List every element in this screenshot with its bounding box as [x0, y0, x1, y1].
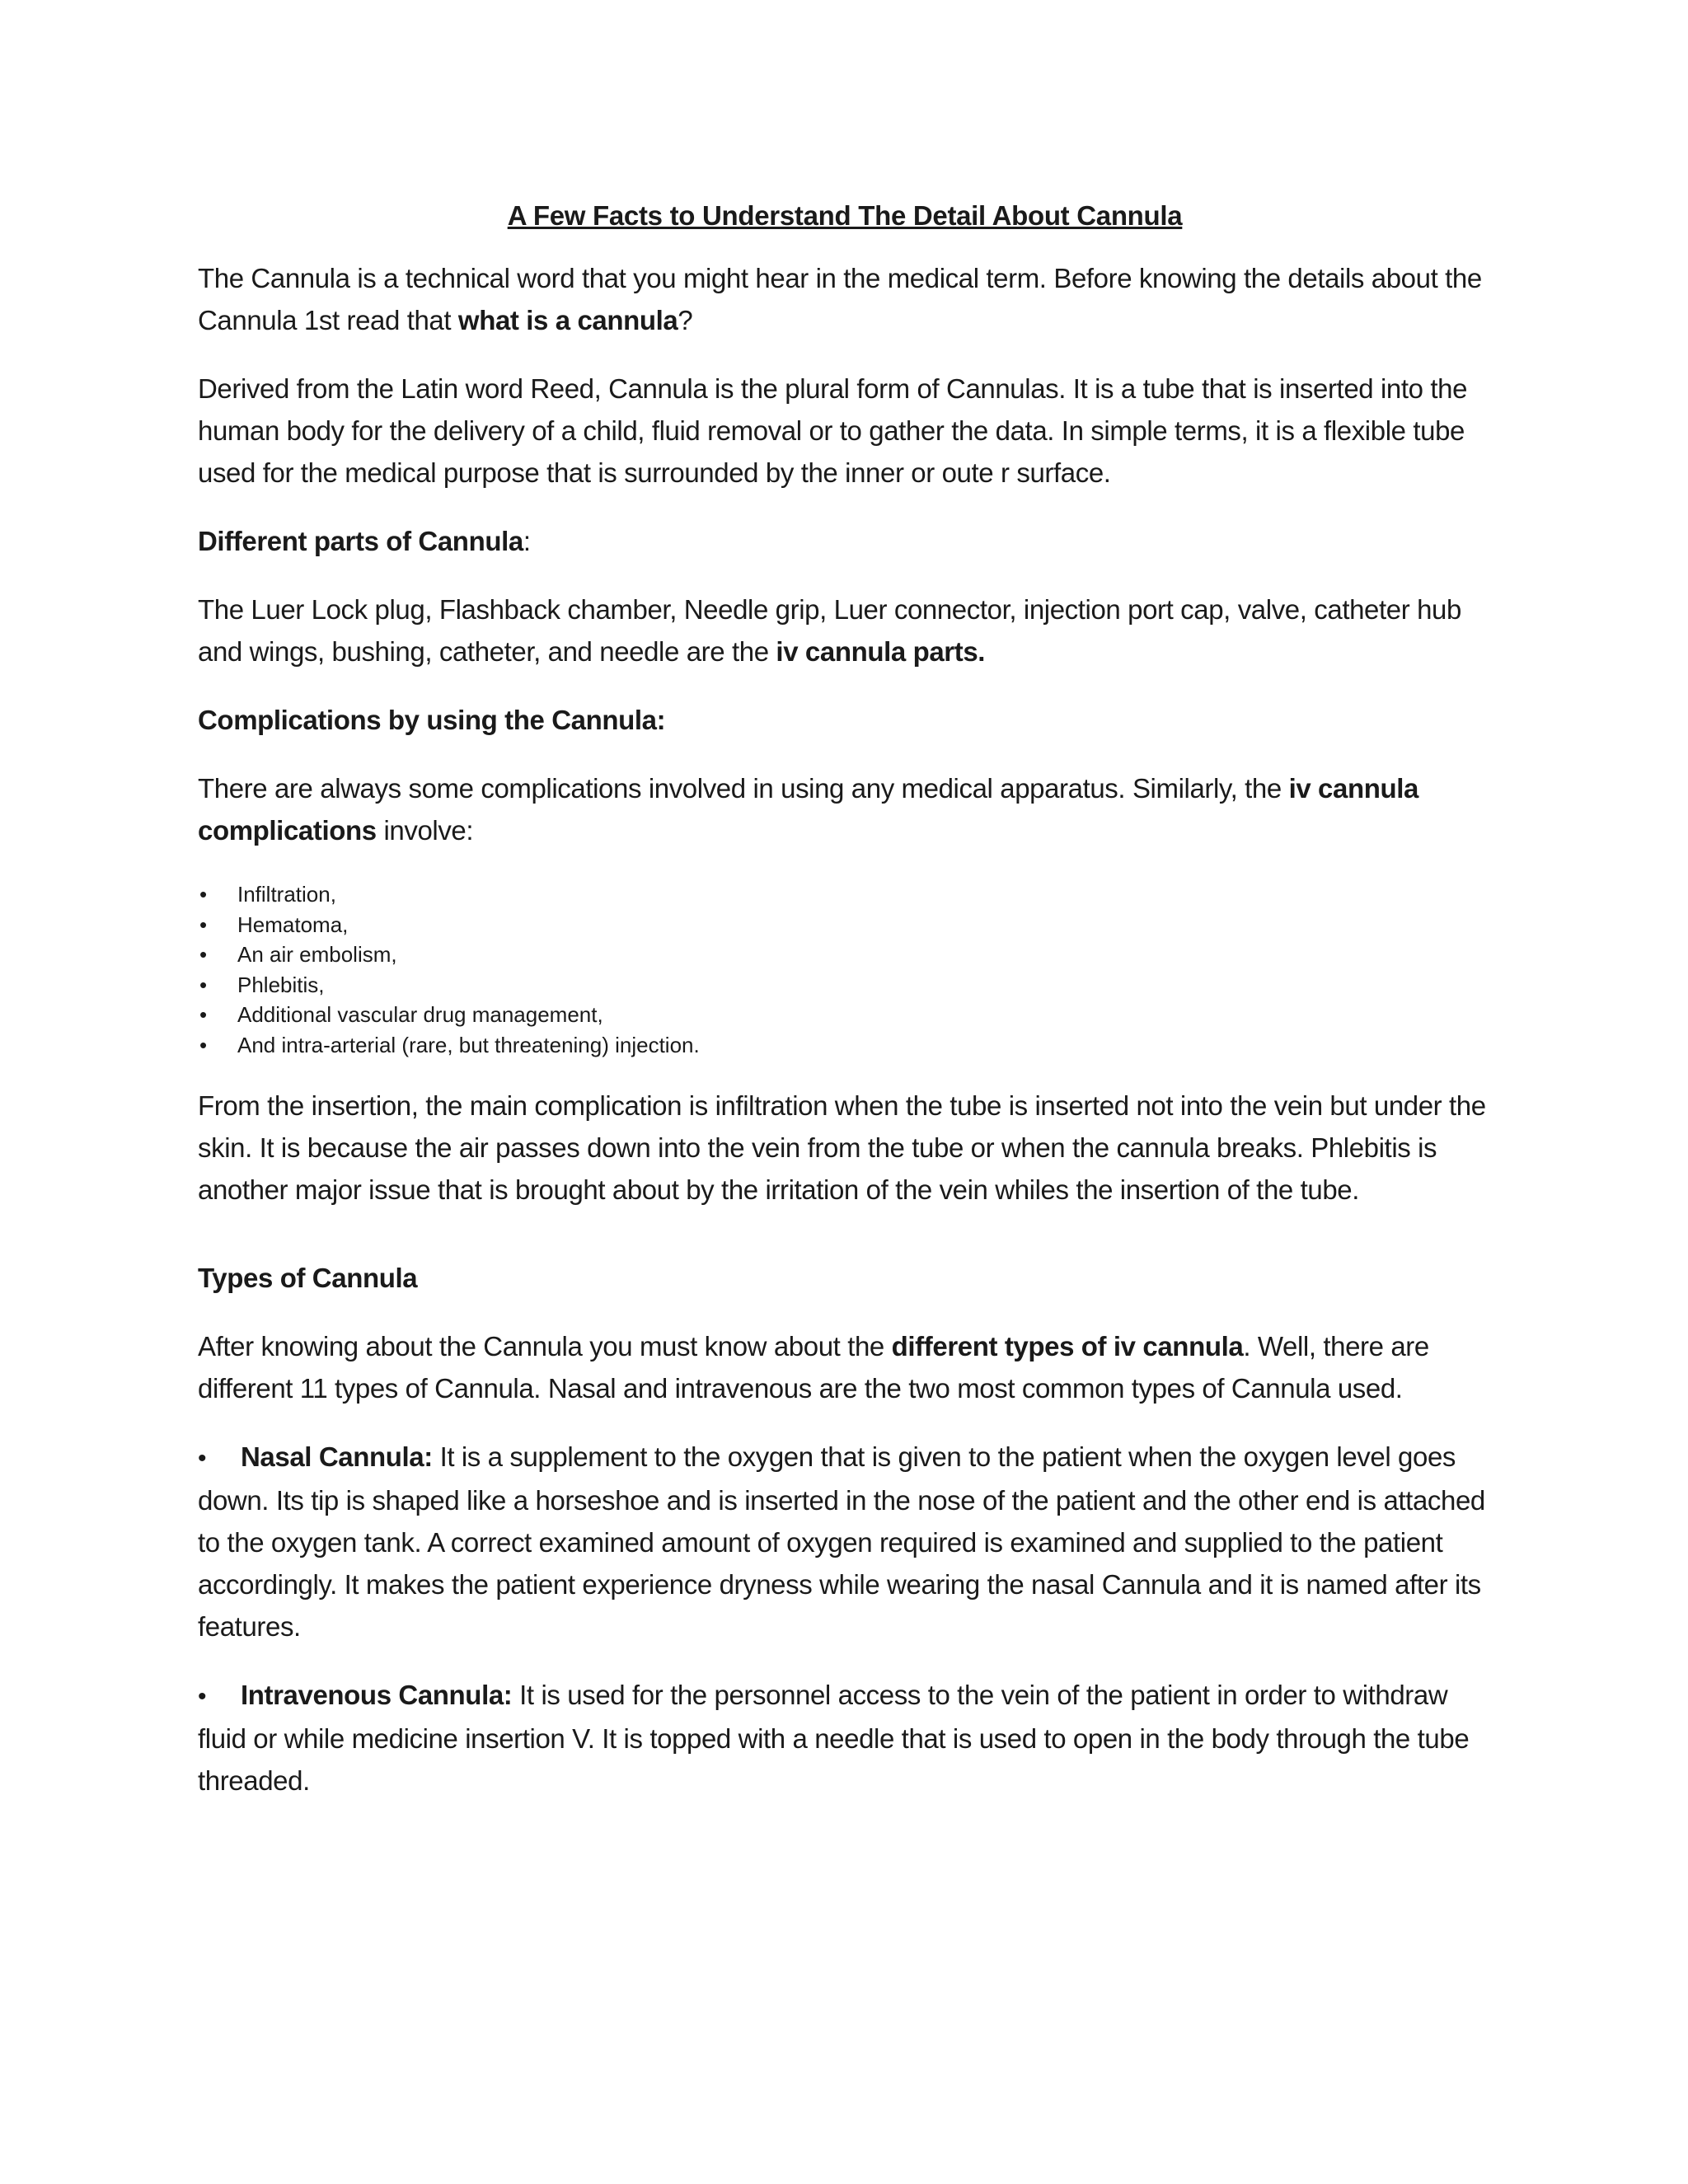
- intro-text: The Cannula is a technical word that you might hear in the medical term. Before knowing the details about the Cannula 1st read that: [198, 263, 1482, 335]
- bullet-icon: •: [199, 972, 208, 997]
- parts-heading-colon: :: [523, 526, 531, 556]
- list-item-text: Hematoma,: [237, 912, 349, 937]
- parts-paragraph: [198, 588, 1492, 673]
- bullet-icon: •: [199, 912, 208, 937]
- types-heading: Types of Cannula: [198, 1263, 418, 1293]
- list-item: [198, 940, 1492, 970]
- nasal-cannula-paragraph: [198, 1436, 1492, 1647]
- list-item-text: Infiltration,: [237, 882, 336, 907]
- complications-intro-paragraph: [198, 767, 1492, 851]
- complications-detail-paragraph: From the insertion, the main complication is infiltration when the tube is inserted not into the vein but under the skin. It is because the air passes down into the vein from the tube or when the cannula breaks. Phlebitis is another major issue that is brought about by the irritation of the vein whiles the insertion of the tube.: [198, 1090, 1486, 1205]
- list-item: [198, 1030, 1492, 1061]
- list-item-text: Additional vascular drug management,: [237, 1002, 603, 1027]
- nasal-cannula-label: Nasal Cannula:: [241, 1441, 433, 1472]
- complications-heading: Complications by using the Cannula:: [198, 705, 666, 735]
- intravenous-cannula-text: It is used for the personnel access to the vein of the patient in order to withdraw fluid or while medicine insertion V. It is topped with a needle that is used to open in the body through the tube threaded.: [198, 1680, 1470, 1796]
- complications-list: [198, 879, 1492, 1060]
- bullet-icon: •: [198, 1683, 207, 1710]
- complications-intro-text: There are always some complications involved in using any medical apparatus. Similarly, the: [198, 773, 1289, 804]
- page-title: A Few Facts to Understand The Detail About Cannula: [507, 200, 1183, 231]
- list-item-text: Phlebitis,: [237, 972, 325, 997]
- bullet-icon: •: [199, 942, 208, 967]
- definition-paragraph: Derived from the Latin word Reed, Cannula is the plural form of Cannulas. It is a tube that is inserted into the human body for the delivery of a child, fluid removal or to gather the data. In simple terms, it is a flexible tube used for the medical purpose that is surrounded by the inner or oute r surface.: [198, 373, 1468, 488]
- list-item: [198, 970, 1492, 1001]
- parts-text: The Luer Lock plug, Flashback chamber, Needle grip, Luer connector, injection port cap, valve, catheter hub and wings, bushing, catheter, and needle are the: [198, 594, 1461, 667]
- types-bold-term: different types of iv cannula: [891, 1331, 1244, 1361]
- intro-text-end: ?: [678, 305, 693, 335]
- list-item: [198, 879, 1492, 910]
- bullet-icon: •: [199, 882, 208, 907]
- list-item: [198, 1000, 1492, 1030]
- intravenous-cannula-paragraph: [198, 1674, 1492, 1802]
- parts-bold-term: iv cannula parts.: [776, 636, 986, 667]
- nasal-cannula-text: It is a supplement to the oxygen that is given to the patient when the oxygen level goes down. Its tip is shaped like a horseshoe and is inserted in the nose of the patient and the other end is attached to the oxygen tank. A correct examined amount of oxygen required is examined and supplied to the patient accordingly. It makes the patient experience dryness while wearing the nasal Cannula and it is named after its features.: [198, 1441, 1485, 1642]
- parts-heading: [198, 520, 1492, 562]
- parts-heading-text: Different parts of Cannula: [198, 526, 523, 556]
- types-intro-text: After knowing about the Cannula you must know about the: [198, 1331, 892, 1361]
- list-item-text: And intra-arterial (rare, but threatening) injection.: [237, 1032, 700, 1057]
- complications-bold-term: iv cannula complications: [198, 773, 1418, 846]
- list-item: [198, 910, 1492, 940]
- intravenous-cannula-label: Intravenous Cannula:: [241, 1680, 513, 1710]
- bullet-icon: •: [199, 1002, 208, 1027]
- complications-intro-end: involve:: [376, 815, 474, 846]
- document-page: [198, 198, 1492, 1828]
- bullet-icon: •: [198, 1445, 207, 1472]
- list-item-text: An air embolism,: [237, 942, 397, 967]
- intro-bold-term: what is a cannula: [457, 305, 678, 335]
- types-intro-end: . Well, there are different 11 types of Cannula. Nasal and intravenous are the two most common types of Cannula used.: [198, 1331, 1429, 1404]
- bullet-icon: •: [199, 1032, 208, 1057]
- intro-paragraph: [198, 257, 1492, 341]
- types-intro-paragraph: [198, 1325, 1492, 1409]
